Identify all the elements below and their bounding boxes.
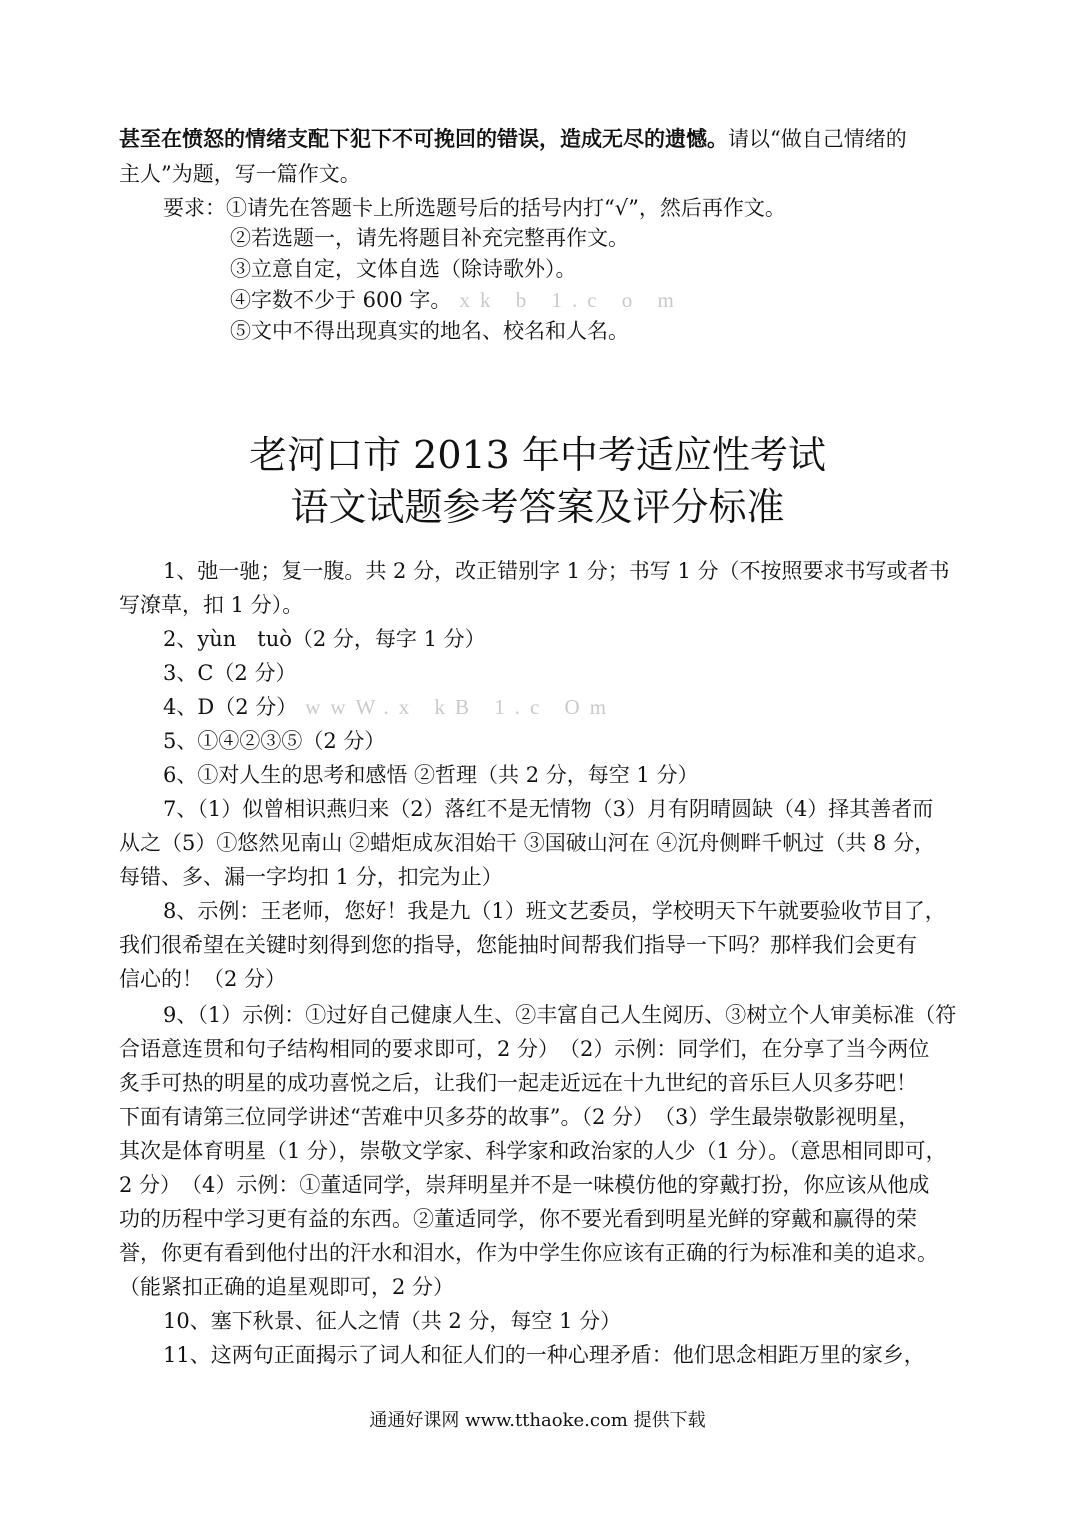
answer-line: 6、①对人生的思考和感悟 ②哲理（共 2 分，每空 1 分）	[163, 763, 699, 787]
answer-line: 从之（5）①悠然见南山 ②蜡炬成灰泪始干 ③国破山河在 ④沉舟侧畔千帆过（共 8 分，	[119, 831, 936, 855]
answer-line: 炙手可热的明星的成功喜悦之后，让我们一起走近远在十九世纪的音乐巨人贝多芬吧！	[119, 1071, 917, 1095]
answer-line: 写潦草，扣 1 分）。	[119, 593, 304, 617]
answer-line: 9、（1）示例：①过好自己健康人生、②丰富自己人生阅历、③树立个人审美标准（符	[163, 1003, 957, 1027]
answer-line: 7、（1）似曾相识燕归来（2）落红不是无情物（3）月有阴晴圆缺（4）择其善者而	[163, 797, 934, 821]
answers-title-line-1: 老河口市 2013 年中考适应性考试	[249, 433, 826, 477]
answer-line: 每错、多、漏一字均扣 1 分，扣完为止）	[119, 865, 503, 889]
requirement-5: ⑤文中不得出现真实的地名、校名和人名。	[230, 319, 629, 343]
prompt-line-1	[119, 124, 907, 154]
prompt-line-2: 主人”为题，写一篇作文。	[119, 162, 361, 186]
prompt-line-1-rest: 请以“做自己情绪的	[728, 127, 907, 151]
requirement-4	[230, 285, 684, 315]
answer-line: 合语意连贯和句子结构相同的要求即可，2 分） （2）示例：同学们，在分享了当今两位	[119, 1037, 930, 1061]
answer-line: 功的历程中学习更有益的东西。②董适同学，你不要光看到明星光鲜的穿戴和赢得的荣	[119, 1207, 917, 1231]
answer-line: 誉，你更有看到他付出的汗水和泪水，作为中学生你应该有正确的行为标准和美的追求。	[119, 1241, 938, 1265]
requirement-2: ②若选题一，请先将题目补充完整再作文。	[230, 226, 629, 250]
answer-line: （能紧扣正确的追星观即可，2 分）	[119, 1275, 455, 1299]
answer-line: 1、弛一驰；复一腹。共 2 分，改正错别字 1 分；书写 1 分（不按照要求书写或者书	[163, 559, 950, 583]
answer-line-text: 4、D（2 分）	[163, 695, 298, 719]
answers-title-line-2: 语文试题参考答案及评分标准	[290, 485, 785, 529]
answer-line: 8、示例：王老师，您好！我是九（1）班文艺委员，学校明天下午就要验收节目了，	[163, 899, 946, 923]
answer-line: 5、①④②③⑤（2 分）	[163, 729, 386, 753]
answer-line: 2 分） （4）示例：①董适同学，崇拜明星并不是一味模仿他的穿戴打扮，你应该从他成	[119, 1173, 930, 1197]
answer-line: 下面有请第三位同学讲述“苦难中贝多芬的故事”。（2 分） （3）学生最崇敬影视明星，	[119, 1105, 920, 1129]
answer-line: 3、C（2 分）	[163, 661, 297, 685]
answer-line: 10、塞下秋景、征人之情（共 2 分，每空 1 分）	[163, 1309, 622, 1333]
page-footer: 通通好课网 www.tthaoke.com 提供下载	[369, 1410, 706, 1431]
requirement-4-text: ④字数不少于 600 字。	[230, 288, 452, 312]
prompt-bold-text: 甚至在愤怒的情绪支配下犯下不可挽回的错误，造成无尽的遗憾。	[119, 126, 728, 151]
requirement-3: ③立意自定，文体自选（除诗歌外）。	[230, 257, 577, 281]
answer-line	[163, 692, 616, 722]
requirement-1: 要求：①请先在答题卡上所选题号后的括号内打“√”，然后再作文。	[163, 196, 786, 220]
watermark-text: xk b 1.c o m	[459, 288, 684, 312]
answer-line: 2、yùn tuò（2 分，每字 1 分）	[163, 627, 486, 651]
answer-line: 11、这两句正面揭示了词人和征人们的一种心理矛盾：他们思念相距万里的家乡，	[163, 1343, 925, 1367]
watermark-text: wwW.x kB 1.c Om	[305, 695, 617, 719]
answer-line: 我们很希望在关键时刻得到您的指导，您能抽时间帮我们指导一下吗？那样我们会更有	[119, 933, 917, 957]
answer-line: 其次是体育明星（1 分），崇敬文学家、科学家和政治家的人少（1 分）。（意思相同即可，	[119, 1139, 947, 1163]
answer-line: 信心的！（2 分）	[119, 967, 287, 991]
